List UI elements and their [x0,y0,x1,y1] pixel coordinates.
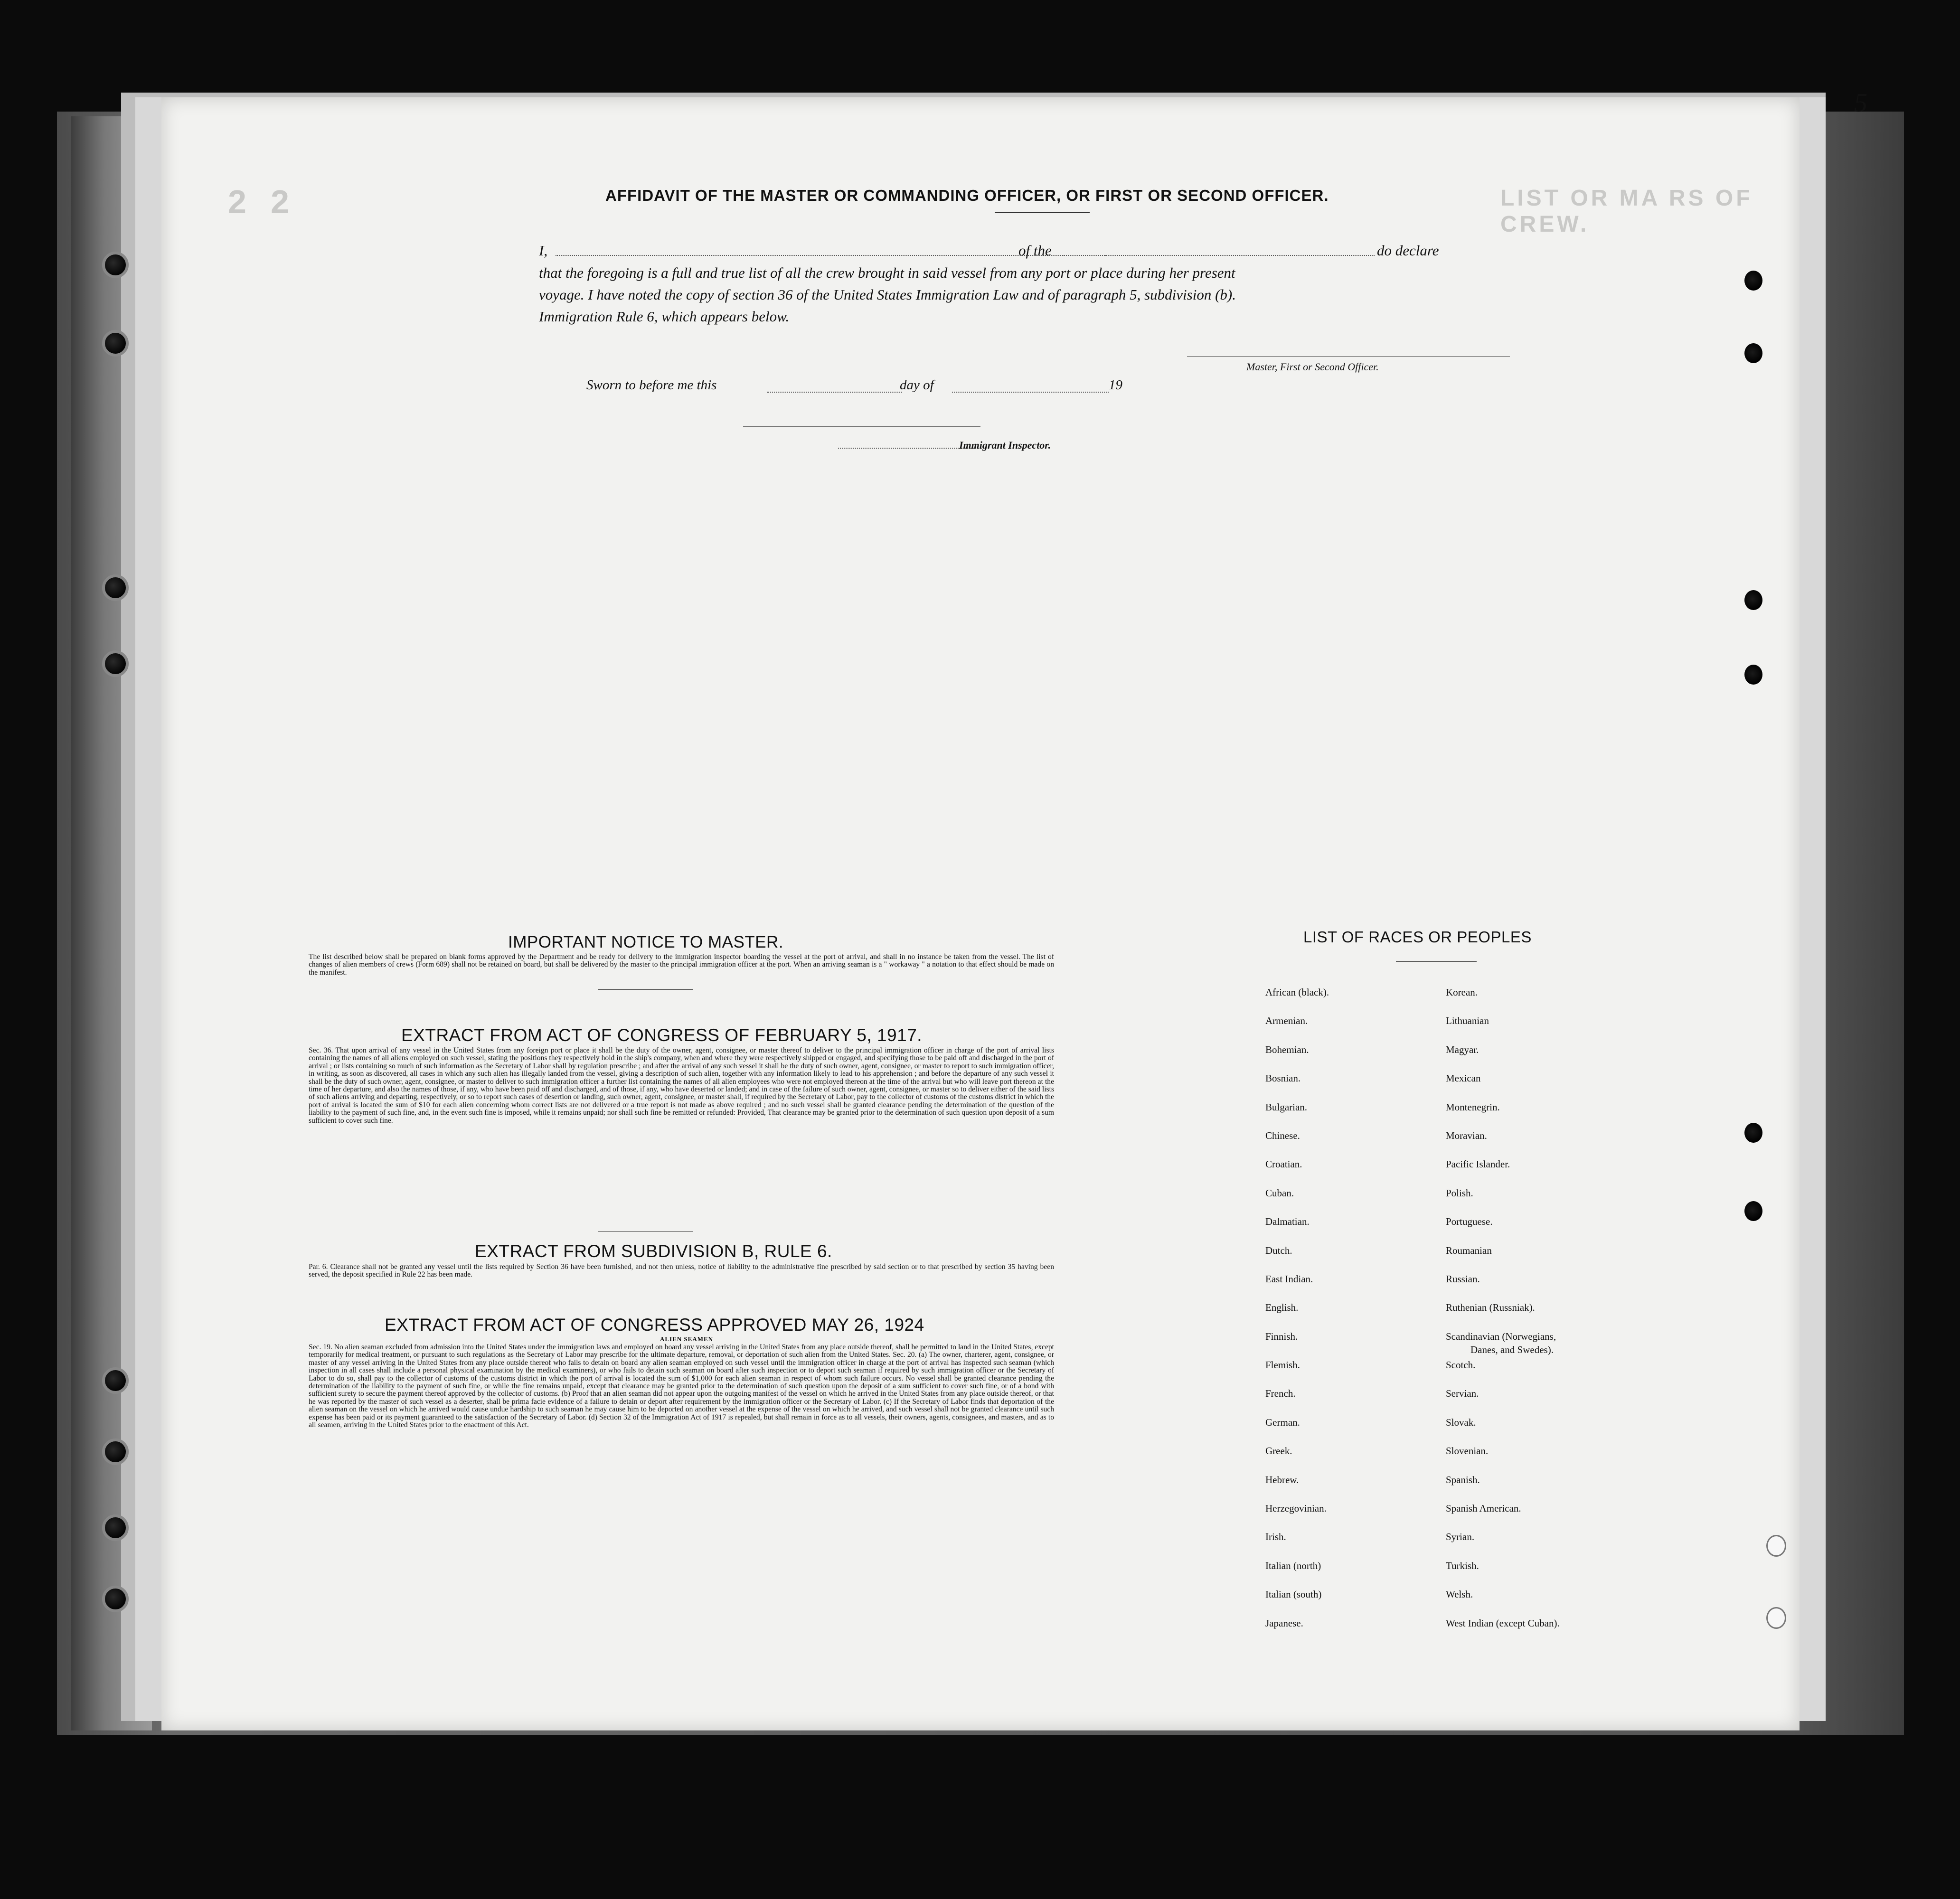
races-right-column [1446,978,1560,1637]
title-underline [995,212,1090,213]
inspector-caption: Immigrant Inspector. [959,439,1051,451]
binder-hole-icon [102,574,129,601]
affidavit-of-the: of the [1018,242,1052,259]
signature-caption: Master, First or Second Officer. [1246,361,1379,373]
race-item: Moravian. [1446,1129,1487,1141]
inspector-blank [838,448,976,449]
race-item: Cuban. [1265,1187,1294,1199]
race-item: Scotch. [1446,1359,1476,1371]
bleed-through-header: LIST OR MA RS OF CREW. [1500,186,1753,237]
race-item: Japanese. [1265,1617,1303,1629]
race-item: Mexican [1446,1072,1481,1084]
race-item: Pacific Islander. [1446,1158,1510,1170]
signature-line [1187,356,1510,357]
extract-rule6-title: EXTRACT FROM SUBDIVISION B, RULE 6. [475,1241,832,1261]
binder-hole-icon [102,1367,129,1394]
month-blank [952,392,1109,393]
extract-1917-text: Sec. 36. That upon arrival of any vessel in the United States from any foreign port or place it shall be the duty of the owner, agent, consignee, or master thereof to deliver to the principal immigration officer in charge of the port of arrival lists containing the names of all aliens employed on such vessel, stating the positions they respectively hold in the ship's company, when and where they were respectively shipped or engaged, and specifying those to be paid off and discharged in the port of arrival ; or lists containing so much of such information as the Secretary of Labor shall by regulation prescribe ; and after the arrival of any such vessel it shall be the duty of such owner, agent, consignee, or master to report to such immigration officer, in writing, as soon as discovered, all cases in which any such alien has illegally landed from the vessel, giving a description of such alien, together with any information likely to lead to his apprehension ; and before the departure of any such vessel it shall be the duty of such owner, agent, consignee, or master to deliver to such immigration officer a further list containing the names of all alien employees who were not employed thereon at the time of the arrival but who will leave port thereon at the time of her departure, and also the names of those, if any, who have been paid off and discharged, and of those, if any, who have deserted or landed; and in case of the failure of such owner, agent, consignee, or master so to deliver either of the said lists of such aliens arriving and departing, respectively, or so to report such cases of desertion or landing, such owner, agent, consignee, or master shall, if required by the Secretary of Labor, pay to the collector of customs of the customs district in which the port of arrival is located the sum of $10 for each alien concerning whom correct lists are not delivered or a true report is not made as above required ; and no such vessel shall be granted clearance pending the determination of the question of the liability to the payment of such fine, and, in the event such fine is imposed, while it remains unpaid; nor shall such fine be remitted or refunded: Provided, That clearance may be granted prior to the determination of such question upon deposit of a sum sufficient to cover such fine. [309,1046,1054,1125]
binder-hole-icon [102,330,129,357]
affidavit-i: I, [539,242,548,259]
sworn-day-of: day of [900,377,934,393]
punch-hole-icon [1766,1607,1786,1629]
sworn-year: 19 [1109,377,1122,393]
race-item: Slovenian. [1446,1445,1489,1457]
race-item: Dutch. [1265,1244,1292,1256]
extract-1924-text: Sec. 19. No alien seaman excluded from admission into the United States under the immigration laws and employed on board any vessel arriving in the United States from any place outside thereof, shall be permitted to land in the United States, except temporarily for medical treatment, or pursuant to such regulations as the Secretary of Labor may prescribe for the ultimate departure, removal, or deportation of such alien from the United States. Sec. 20. (a) The owner, charterer, agent, consignee, or master of any vessel arriving in the United States from any place outside thereof who fails to detain on board any alien seaman employed on such vessel until the immigration officer in charge at the port of arrival has inspected such seaman (which inspection in all cases shall include a personal physical examination by the medical examiners), or who fails to detain such seaman on board after such inspection or to deport such seaman if required by such immigration officer or the Secretary of Labor to do so, shall pay to the collector of customs of the customs district in which the port of arrival is located the sum of $1,000 for each alien seaman in respect of whom such failure occurs. No vessel shall be granted clearance pending the determination of the liability to the payment of such fine, or while the fine remains unpaid, except that clearance may be granted prior to the determination of such question upon the deposit of a sum sufficient to cover such fine, or of a bond with sufficient surety to secure the payment thereof approved by the collector of customs. (b) Proof that an alien seaman did not appear upon the outgoing manifest of the vessel on which he arrived in the United States from any place outside thereof, or that he was reported by the master of such vessel as a deserter, shall be prima facie evidence of a failure to detain or deport after requirement by the immigration officer or the Secretary of Labor. (c) If the Secretary of Labor finds that deportation of the alien seaman on the vessel on which he arrived would cause undue hardship to such seaman he may cause him to be deported on another vessel at the expense of the vessel on which he arrived, and such vessel shall not be granted clearance until such expense has been paid or its payment guaranteed to the satisfaction of the Secretary of Labor. (d) Section 32 of the Immigration Act of 1917 is repealed, but shall remain in force as to all vessels, their owners, agents, consignees, and masters, and as to all seamen, arriving in the United States prior to the enactment of this Act. [309,1343,1054,1429]
race-item: Flemish. [1265,1359,1300,1371]
race-item: Servian. [1446,1388,1479,1400]
race-item: Finnish. [1265,1330,1298,1342]
race-item: Welsh. [1446,1589,1473,1600]
race-item: Irish. [1265,1531,1286,1543]
punch-hole-icon [1744,665,1762,685]
binder-hole-icon [102,650,129,677]
race-item: German. [1265,1416,1300,1428]
affidavit-line-2: that the foregoing is a full and true list of all the crew brought in said vessel from any port or place during her present [539,264,1235,281]
race-item: Croatian. [1265,1158,1302,1170]
races-title: LIST OF RACES OR PEOPLES [1303,928,1532,946]
notice-title: IMPORTANT NOTICE TO MASTER. [508,933,784,951]
race-item: Syrian. [1446,1531,1475,1543]
extract-divider [598,1231,693,1232]
punch-hole-icon [1744,590,1762,610]
extract-1917-title: EXTRACT FROM ACT OF CONGRESS OF FEBRUARY 5, 1917. [401,1025,923,1045]
race-item: Italian (north) [1265,1560,1321,1571]
race-item: Turkish. [1446,1560,1479,1571]
punch-hole-icon [1744,343,1762,363]
punch-hole-icon [1744,1123,1762,1143]
race-item: Russian. [1446,1273,1480,1285]
race-item: Roumanian [1446,1244,1492,1256]
document-page [161,97,1800,1730]
sworn-prefix: Sworn to before me this [586,377,717,393]
binder-hole-icon [102,1514,129,1541]
race-item: Polish. [1446,1187,1473,1199]
race-item: Spanish American. [1446,1503,1521,1514]
extract-1924-title: EXTRACT FROM ACT OF CONGRESS APPROVED MAY 26, 1924 [385,1315,924,1335]
extract-rule6-text: Par. 6. Clearance shall not be granted any vessel until the lists required by Section 36 have been furnished, and not then unless, notice of liability to the administrative fine prescribed by said section or to that prescribed by section 35 having been served, the deposit specified in Rule 22 has been made. [309,1263,1054,1279]
affidavit-title: AFFIDAVIT OF THE MASTER OR COMMANDING OFFICER, OR FIRST OR SECOND OFFICER. [605,187,1329,204]
race-item: Lithuanian [1446,1015,1489,1027]
notice-text: The list described below shall be prepared on blank forms approved by the Department and be ready for delivery to the immigration inspector boarding the vessel at the port of arrival, and shall in no instance be taken from the vessel. The list of changes of alien members of crews (Form 689) shall not be retained on board, but shall be delivered by the master to the principal immigration officer at the port. When an arriving seaman is a " workaway " a notation to that effect should be made on the manifest. [309,953,1054,977]
race-item: Magyar. [1446,1044,1479,1055]
race-item: Montenegrin. [1446,1101,1500,1113]
affidavit-line-3: voyage. I have noted the copy of section 36 of the United States Immigration Law and of paragraph 5, subdivision (b). [539,286,1236,303]
punch-hole-icon [1766,1535,1786,1557]
race-item: Herzegovinian. [1265,1503,1327,1514]
extract-1924-subtitle: ALIEN SEAMEN [660,1335,714,1343]
race-item: Bohemian. [1265,1044,1309,1055]
binder-hole-icon [102,1586,129,1612]
binder-hole-icon [102,252,129,278]
race-item: African (black). [1265,987,1329,998]
race-item: Portuguese. [1446,1216,1493,1228]
race-item: Greek. [1265,1445,1292,1457]
vessel-blank [1064,255,1375,256]
race-item: English. [1265,1302,1299,1314]
race-item: Chinese. [1265,1129,1300,1141]
race-item: West Indian (except Cuban). [1446,1617,1560,1629]
race-item: Danes, and Swedes). [1470,1344,1554,1355]
race-item: Korean. [1446,987,1478,998]
races-underline [1396,961,1477,962]
race-item: Armenian. [1265,1015,1308,1027]
race-item: Bosnian. [1265,1072,1301,1084]
race-item: Dalmatian. [1265,1216,1310,1228]
race-item: Bulgarian. [1265,1101,1308,1113]
race-item: French. [1265,1388,1296,1400]
bleed-through-mark: 2 [228,183,246,220]
bleed-through-mark: 2 [271,183,289,220]
notice-divider [598,989,693,990]
affidavit-declare: do declare [1377,242,1439,259]
day-blank [767,392,902,393]
race-item: Scandinavian (Norwegians, [1446,1330,1556,1342]
race-item: Spanish. [1446,1474,1480,1485]
race-item: Hebrew. [1265,1474,1299,1485]
races-left-column [1265,978,1329,1637]
race-item: Ruthenian (Russniak). [1446,1302,1535,1314]
race-item: Slovak. [1446,1416,1476,1428]
binder-hole-icon [102,1438,129,1465]
inspector-line [743,426,980,427]
punch-hole-icon [1744,1201,1762,1221]
race-item: Italian (south) [1265,1589,1322,1600]
punch-hole-icon [1744,271,1762,291]
handwritten-page-number: 5 [1854,88,1867,118]
race-item: East Indian. [1265,1273,1313,1285]
affidavit-line-4: Immigration Rule 6, which appears below. [539,308,790,325]
